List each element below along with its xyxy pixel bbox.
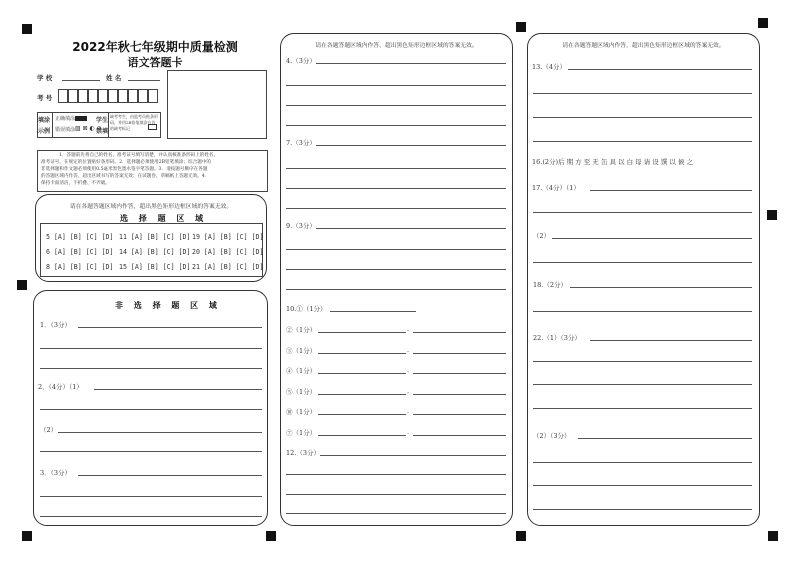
- name-label: 姓 名: [106, 74, 122, 82]
- answer-line[interactable]: [78, 327, 262, 328]
- separator-dot: .: [407, 387, 410, 395]
- answer-line[interactable]: [286, 125, 506, 126]
- choice-group[interactable]: 5 [A] [B] [C] [D]: [46, 233, 114, 241]
- answer-line[interactable]: [320, 455, 506, 456]
- alignment-mark: [758, 18, 768, 28]
- separator-dot: .: [407, 407, 410, 415]
- answer-line[interactable]: [286, 513, 506, 514]
- absent-label: 禁填: [96, 128, 109, 135]
- choice-group[interactable]: 20 [A] [B] [C] [D]: [192, 248, 264, 256]
- answer-line[interactable]: [318, 394, 406, 395]
- answer-line[interactable]: [286, 105, 506, 106]
- question-label: ③（1分）: [286, 347, 317, 355]
- answer-line[interactable]: [533, 212, 752, 213]
- absent-text: 码，并用2B铅笔填涂右边: [110, 120, 156, 125]
- question-label: 18.（2分）: [533, 281, 567, 289]
- answer-line[interactable]: [286, 208, 506, 209]
- question-label: 9.（3分）: [286, 222, 316, 230]
- absent-text: 缺考考生，由监考员贴条形: [110, 114, 158, 119]
- answer-line[interactable]: [533, 93, 752, 94]
- absent-divider: [108, 112, 109, 138]
- answer-line[interactable]: [568, 69, 752, 70]
- instruction-line: 保持卡面清洁，不折叠、不弄破。: [41, 181, 110, 186]
- answer-line[interactable]: [40, 368, 262, 369]
- answer-line[interactable]: [533, 408, 752, 409]
- answer-line[interactable]: [533, 509, 752, 510]
- question-label: ⑦（1分）: [286, 429, 317, 437]
- choice-row[interactable]: [46, 263, 265, 271]
- answer-line[interactable]: [318, 353, 406, 354]
- alignment-mark: [516, 531, 526, 541]
- answer-line[interactable]: [570, 287, 752, 288]
- name-field[interactable]: [128, 80, 160, 81]
- separator-dot: .: [407, 346, 410, 354]
- question-label: 3．（3分）: [40, 469, 72, 477]
- answer-line[interactable]: [533, 384, 752, 385]
- question-label: 16.(2分)后 期 方 至 无 缶 具 以 白 母 请 设 馔 以 候 之: [532, 158, 694, 166]
- question-label: （2）: [40, 426, 58, 434]
- answer-line[interactable]: [533, 485, 752, 486]
- question-label: 12.（3分）: [286, 449, 320, 457]
- answer-line[interactable]: [316, 228, 506, 229]
- choice-row[interactable]: [46, 233, 265, 241]
- answer-line[interactable]: [533, 141, 752, 142]
- choice-heading: 选 择 题 区 域: [120, 214, 208, 223]
- answer-line[interactable]: [40, 451, 262, 452]
- question-label: 7.（3分）: [286, 139, 316, 147]
- answer-line[interactable]: [40, 348, 262, 349]
- question-label: 13.（4分）: [532, 63, 566, 71]
- choice-group[interactable]: 11 [A] [B] [C] [D]: [119, 233, 191, 241]
- answer-line[interactable]: [413, 332, 506, 333]
- answer-line[interactable]: [552, 238, 752, 239]
- question-label: （2）（3分）: [533, 432, 571, 440]
- question-label: ②（1分）: [286, 326, 317, 334]
- answer-line[interactable]: [413, 394, 506, 395]
- answer-line[interactable]: [286, 249, 506, 250]
- answer-line[interactable]: [413, 353, 506, 354]
- exam-number-label: 考 号: [37, 94, 53, 102]
- separator-dot: .: [407, 428, 410, 436]
- answer-line[interactable]: [578, 438, 752, 439]
- answer-line[interactable]: [413, 435, 506, 436]
- instruction-line: 1．答题前先将自己的姓名、准考证号填写清楚，并认真核准条形码上的姓名、: [59, 153, 219, 158]
- instruction-line: 非选择题和作文题必须使用0.5毫米黑色墨水签字笔答题。3．请按题号顺序在各题: [41, 167, 208, 172]
- question-label: 22.（1）（3分）: [533, 334, 581, 342]
- choice-row[interactable]: [46, 248, 265, 256]
- wrong-marks-icon: ▨ ⊠ ◐ ⊘: [75, 125, 102, 132]
- answer-line[interactable]: [533, 361, 752, 362]
- instruction-line: 的答题区域内作答，超出区域书写的答案无效；在试题卷、草稿纸上答题无效。4．: [41, 174, 210, 179]
- barcode-area: [167, 70, 267, 139]
- answer-line[interactable]: [286, 269, 506, 270]
- alignment-mark: [17, 280, 27, 290]
- answer-line[interactable]: [318, 332, 406, 333]
- question-label: 10.①（1分）: [286, 305, 327, 313]
- answer-line[interactable]: [286, 168, 506, 169]
- answer-line[interactable]: [590, 190, 752, 191]
- answer-line[interactable]: [40, 496, 262, 497]
- alignment-mark: [266, 531, 276, 541]
- absent-checkbox[interactable]: [148, 124, 157, 130]
- answer-line[interactable]: [413, 373, 506, 374]
- answer-line[interactable]: [40, 409, 262, 410]
- answer-line[interactable]: [40, 516, 262, 517]
- answer-line[interactable]: [58, 432, 262, 433]
- boundary-notice: 请在各题答题区域内作答，超出黑色矩形边框区域的答案无效。: [315, 43, 478, 49]
- answer-line[interactable]: [286, 474, 506, 475]
- boundary-notice: 请在各题答题区域内作答，超出黑色矩形边框区域的答案无效。: [562, 43, 725, 49]
- answer-line[interactable]: [78, 475, 262, 476]
- choice-group[interactable]: 15 [A] [B] [C] [D]: [119, 263, 191, 271]
- answer-line[interactable]: [318, 414, 406, 415]
- question-label: 4.（3分）: [286, 57, 316, 65]
- school-field[interactable]: [62, 80, 100, 81]
- choice-group[interactable]: 14 [A] [B] [C] [D]: [119, 248, 191, 256]
- question-label: 17.（4分）（1）: [532, 184, 580, 192]
- instruction-line: 准考证号，在规定的位置贴好条形码。2．选择题必须使用2B铅笔填涂；综合题中的: [41, 160, 212, 165]
- choice-group[interactable]: 21 [A] [B] [C] [D]: [192, 263, 264, 271]
- answer-line[interactable]: [94, 389, 262, 390]
- answer-line[interactable]: [286, 85, 506, 86]
- answer-line[interactable]: [286, 289, 506, 290]
- answer-line[interactable]: [318, 373, 406, 374]
- card-title: 语文答题卡: [127, 56, 183, 69]
- answer-line[interactable]: [533, 117, 752, 118]
- separator-dot: .: [407, 325, 410, 333]
- answer-line[interactable]: [590, 340, 752, 341]
- question-label: 2．（4分）（1）: [38, 383, 83, 391]
- filled-box-icon: [75, 116, 87, 121]
- separator-dot: .: [407, 366, 410, 374]
- answer-line[interactable]: [533, 262, 752, 263]
- alignment-mark: [516, 22, 526, 32]
- question-label: ④（1分）: [286, 367, 317, 375]
- absent-label: 学生: [96, 117, 109, 124]
- question-label: （2）: [533, 232, 551, 240]
- answer-line[interactable]: [316, 63, 506, 64]
- answer-line[interactable]: [533, 462, 752, 463]
- choice-group[interactable]: 8 [A] [B] [C] [D]: [46, 263, 114, 271]
- choice-group[interactable]: 6 [A] [B] [C] [D]: [46, 248, 114, 256]
- answer-line[interactable]: [413, 414, 506, 415]
- nonchoice-heading: 非 选 择 题 区 域: [115, 301, 221, 310]
- fill-correct-text: 正确填涂: [55, 116, 76, 122]
- fill-example-label: 示例: [38, 128, 51, 135]
- school-label: 学 校: [37, 74, 53, 82]
- answer-line[interactable]: [316, 145, 506, 146]
- answer-line[interactable]: [318, 435, 406, 436]
- alignment-mark: [768, 531, 778, 541]
- answer-line[interactable]: [330, 311, 416, 312]
- alignment-mark: [22, 531, 32, 541]
- answer-line[interactable]: [533, 311, 752, 312]
- boundary-notice: 请在各题答题区域内作答，超出黑色矩形边框区域的答案无效。: [69, 204, 233, 210]
- absent-text: 的缺考标记: [110, 126, 130, 131]
- fill-example-divider: [52, 112, 53, 138]
- choice-group[interactable]: 19 [A] [B] [C] [D]: [192, 233, 264, 241]
- fill-example-label: 填涂: [38, 117, 51, 124]
- question-label: ⑩（1分）: [286, 408, 317, 416]
- question-label: ⑤（1分）: [286, 388, 317, 396]
- answer-line[interactable]: [286, 494, 506, 495]
- exam-number-cells[interactable]: [58, 89, 158, 103]
- alignment-mark: [22, 24, 32, 34]
- fill-wrong-text: 错误填涂: [55, 127, 76, 133]
- exam-title: 2022年秋七年级期中质量检测: [72, 40, 238, 54]
- question-label: 1．（3分）: [40, 321, 72, 329]
- answer-line[interactable]: [286, 188, 506, 189]
- alignment-mark: [767, 210, 777, 220]
